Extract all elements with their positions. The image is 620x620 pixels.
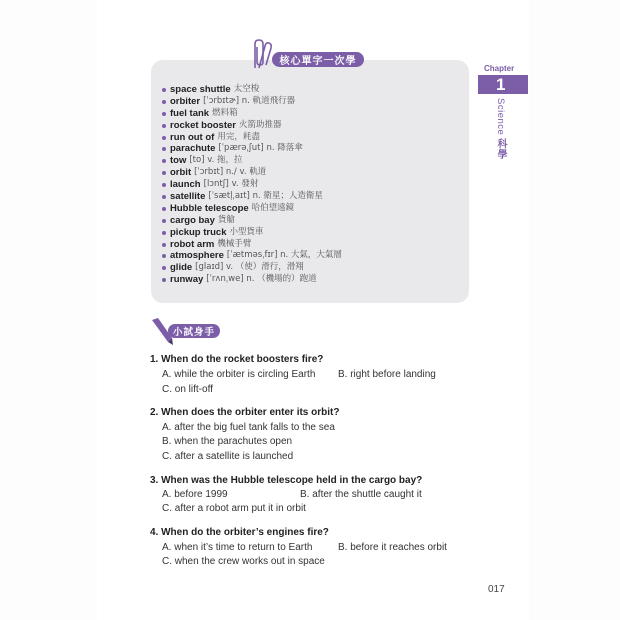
vocab-definition: 用完，耗盡 [217, 131, 260, 142]
paperclip-icon [245, 38, 275, 70]
practice-tab: 小試身手 [168, 324, 220, 338]
option-2b: B. when the parachutes open [162, 436, 293, 447]
chapter-label: Chapter [484, 64, 515, 73]
list-item [162, 250, 342, 262]
vocab-definition: [ˈrʌnˌwe] n. （機場的）跑道 [206, 274, 317, 285]
question-3: 3. When was the Hubble telescope held in the cargo bay? [150, 475, 423, 486]
vocab-term: atmosphere [170, 250, 224, 262]
bullet-icon [162, 254, 166, 258]
bullet-icon [162, 183, 166, 187]
vocab-term: robot arm [170, 238, 215, 250]
vocab-term: cargo bay [170, 214, 215, 226]
list-item [162, 274, 342, 286]
list-item [162, 215, 342, 227]
question-4: 4. When do the orbiter’s engines fire? [150, 527, 329, 538]
question-1: 1. When do the rocket boosters fire? [150, 354, 324, 365]
bullet-icon [162, 88, 166, 92]
option-2a: A. after the big fuel tank falls to the sea [162, 422, 335, 433]
list-item [162, 84, 342, 96]
bullet-icon [162, 136, 166, 140]
bullet-icon [162, 266, 166, 270]
vocab-term: fuel tank [170, 107, 210, 119]
bullet-icon [162, 207, 166, 211]
vocab-term: glide [170, 262, 193, 274]
option-1c: C. on lift-off [162, 384, 213, 395]
vocab-term: parachute [170, 143, 216, 155]
vocab-term: orbiter [170, 95, 201, 107]
vocab-definition: [ˈsætl̩ˌaɪt] n. 衛星；人造衛星 [208, 191, 323, 202]
bullet-icon [162, 278, 166, 282]
list-item [162, 155, 342, 167]
vocab-term: tow [170, 155, 187, 167]
vocab-definition: 燃料箱 [212, 107, 238, 118]
bullet-icon [162, 219, 166, 223]
vocab-definition: [glaɪd] v. （使）滑行，滑翔 [195, 262, 304, 273]
vocab-term: satellite [170, 191, 206, 203]
vocab-term: space shuttle [170, 84, 231, 95]
list-item [162, 120, 342, 132]
option-3a: A. before 1999 [162, 489, 228, 500]
list-item [162, 108, 342, 120]
page-number: 017 [488, 584, 505, 595]
option-3b: B. after the shuttle caught it [300, 489, 422, 500]
list-item [162, 227, 342, 239]
list-item [162, 132, 342, 144]
bullet-icon [162, 171, 166, 175]
vocab-definition: 機械手臂 [217, 238, 252, 249]
vocab-term: runway [170, 274, 204, 286]
chapter-subtitle-en: Science [495, 98, 506, 136]
vocab-term: launch [170, 179, 201, 191]
list-item [162, 239, 342, 251]
list-item [162, 203, 342, 215]
list-item [162, 179, 342, 191]
vocab-term: rocket booster [170, 119, 236, 131]
bullet-icon [162, 147, 166, 151]
chapter-subtitle-cn: 科學 [495, 138, 506, 160]
bullet-icon [162, 159, 166, 163]
vocab-term: Hubble telescope [170, 202, 249, 214]
bullet-icon [162, 112, 166, 116]
bullet-icon [162, 100, 166, 104]
option-4a: A. when it’s time to return to Earth [162, 542, 313, 553]
vocab-definition: 火箭助推器 [239, 119, 282, 130]
list-item [162, 262, 342, 274]
bullet-icon [162, 195, 166, 199]
bullet-icon [162, 243, 166, 247]
vocab-definition: 小型貨車 [229, 226, 264, 237]
bullet-icon [162, 231, 166, 235]
option-1b: B. right before landing [338, 369, 436, 380]
vocab-list [162, 84, 342, 286]
option-1a: A. while the orbiter is circling Earth [162, 369, 316, 380]
list-item [162, 143, 342, 155]
vocab-definition: [ˈɔrbɪtɚ] n. 軌道飛行器 [203, 95, 296, 106]
vocab-definition: [to] v. 拖，拉 [189, 155, 243, 166]
vocab-definition: 太空梭 [233, 84, 260, 94]
question-2: 2. When does the orbiter enter its orbit? [150, 407, 340, 418]
vocab-definition: [ˈɔrbɪt] n./ v. 軌道 [194, 167, 267, 178]
list-item [162, 167, 342, 179]
vocab-definition: [ˈpærəˌʃut] n. 降落傘 [218, 143, 303, 154]
vocab-term: orbit [170, 167, 192, 179]
list-item [162, 191, 342, 203]
vocab-definition: 貨艙 [217, 214, 235, 225]
vocab-definition: [ˈætməsˌfɪr] n. 大氣，大氣層 [226, 250, 342, 261]
chapter-number: 1 [478, 75, 528, 94]
option-4b: B. before it reaches orbit [338, 542, 447, 553]
bullet-icon [162, 124, 166, 128]
vocab-term: run out of [170, 131, 215, 143]
vocab-term: pickup truck [170, 226, 227, 238]
vocab-tab: 核心單字一次學 [272, 52, 364, 67]
vocab-definition: 哈伯望遠鏡 [251, 202, 295, 213]
chapter-subtitle [493, 98, 508, 159]
option-2c: C. after a satellite is launched [162, 451, 294, 462]
option-4c: C. when the crew works out in space [162, 556, 325, 567]
list-item [162, 96, 342, 108]
vocab-definition: [lɔntʃ] v. 發射 [203, 179, 259, 190]
option-3c: C. after a robot arm put it in orbit [162, 503, 306, 514]
